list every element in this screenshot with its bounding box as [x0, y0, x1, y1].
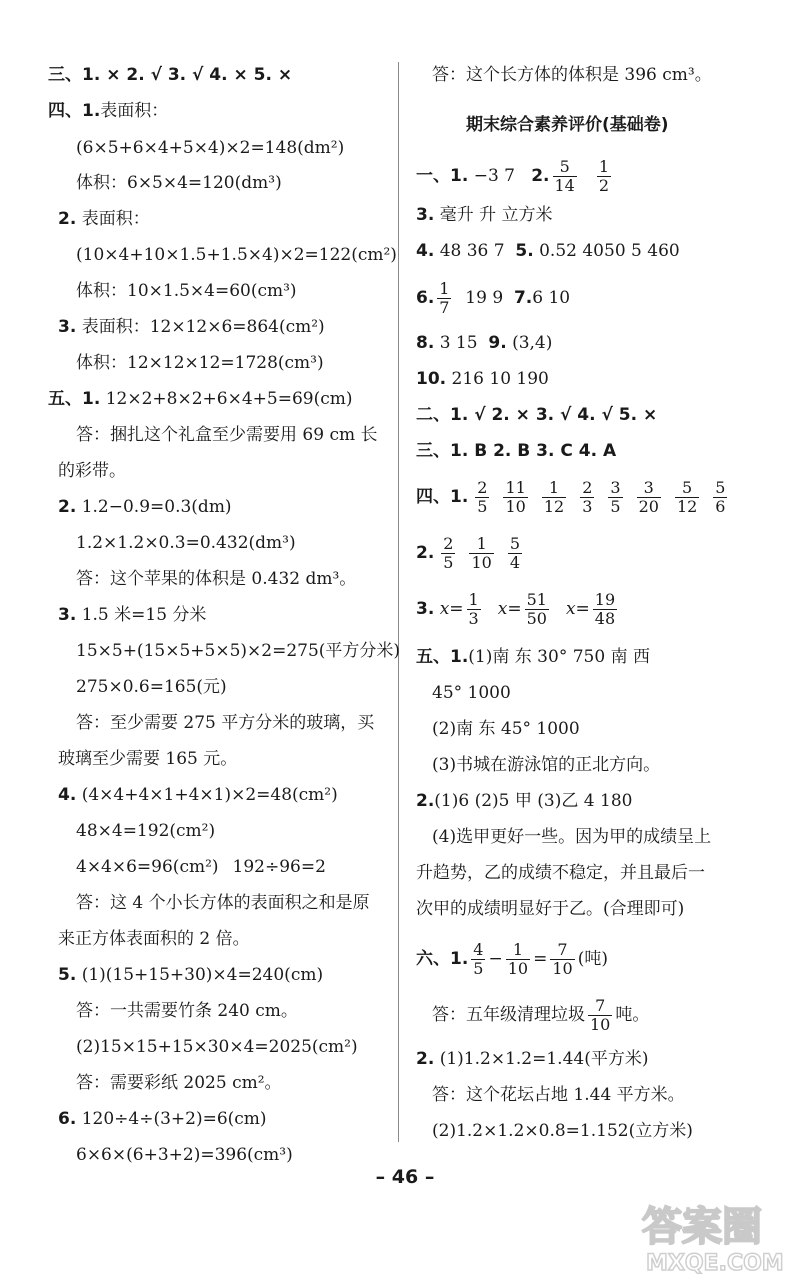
- fraction-numerator: 2: [443, 533, 454, 553]
- fraction: [542, 479, 566, 516]
- fraction-denominator: 10: [505, 496, 526, 516]
- answer-line: 的彩带。: [58, 461, 126, 481]
- fraction-denominator: 10: [471, 552, 492, 572]
- fraction-denominator: 6: [715, 496, 726, 516]
- fraction-numerator: 3: [610, 477, 621, 497]
- answer-line: 答：这个长方体的体积是 396 cm³。: [432, 65, 712, 85]
- fraction: $\frac{19}{48}$: [594, 589, 616, 628]
- question-5: 5. (1)(15+15+30)×4=240(cm): [58, 965, 324, 985]
- question-3: 3. 1.5 米=15 分米: [58, 605, 207, 625]
- fraction-denominator: 12: [543, 496, 565, 516]
- answer-line: 次甲的成绩明显好于乙。(合理即可): [416, 899, 685, 919]
- answer-line: 答：至少需要 275 平方分米的玻璃，买: [76, 713, 375, 733]
- answer-line: 答：这个花坛占地 1.44 平方米。: [432, 1085, 685, 1105]
- question-2: 2.(1)6 (2)5 甲 (3)乙 4 180: [416, 791, 633, 811]
- fraction-list: [468, 479, 734, 516]
- formula-line: 1.2×1.2×0.3=0.432(dm³): [76, 533, 296, 553]
- exam-title: 期末综合素养评价(基础卷): [466, 115, 669, 135]
- answer-line: 答：需要彩纸 2025 cm²。: [76, 1073, 282, 1093]
- fraction: $\frac{5}{14}$: [554, 156, 575, 195]
- section-3-answers: 三、1. × 2. √ 3. √ 4. × 5. ×: [48, 65, 293, 85]
- formula-line: 4×4×6=96(cm²) 192÷96=2: [76, 857, 326, 877]
- section-6-q1: 六、1. $\frac{4}{5}$ − $\frac{1}{10}$ = $\frac{7}{10}$ (吨): [416, 939, 608, 978]
- formula-line: (10×4+10×1.5+1.5×4)×2=122(cm²): [76, 245, 397, 265]
- answer-line: (2)南 东 45° 1000: [432, 719, 580, 739]
- formula-line: 体积：12×12×12=1728(cm³): [76, 353, 324, 373]
- question-6-7: 6. $\frac{1}{7}$ 19 9 7. 6 10: [416, 278, 571, 317]
- section-4-q3: 3. x= $\frac{1}{3}$ x= $\frac{51}{50}$ x= $\frac{19}{48}$: [416, 589, 616, 628]
- question-6: 6. 120÷4÷(3+2)=6(cm): [58, 1109, 267, 1129]
- answer-line: 答：五年级清理垃圾 $\frac{7}{10}$ 吨。: [432, 995, 650, 1034]
- fraction: [508, 535, 522, 572]
- column-divider: [398, 62, 399, 1142]
- fraction-denominator: 4: [509, 552, 521, 572]
- fraction: [441, 535, 455, 572]
- fraction: [637, 479, 661, 516]
- fraction: $\frac{1}{7}$: [439, 278, 450, 317]
- fraction-numerator: 1: [548, 477, 560, 497]
- fraction-denominator: 5: [443, 552, 454, 572]
- fraction: [503, 479, 527, 516]
- question-3: 3. 毫升 升 立方米: [416, 205, 553, 225]
- answer-line: 答：这个苹果的体积是 0.432 dm³。: [76, 569, 357, 589]
- section-1-q1-2: 一、1. −3 7 2. $\frac{5}{14}$ $\frac{1}{2}$: [416, 156, 610, 195]
- fraction-numerator: 5: [509, 533, 521, 553]
- fraction-numerator: 5: [682, 477, 693, 497]
- question-2: 2. (1)1.2×1.2=1.44(平方米): [416, 1049, 649, 1069]
- section-4-q2: 2. $\frac{2}{5}$ $\frac{1}{10}$ $\frac{5}{4}$: [416, 530, 529, 576]
- formula-line: (2)1.2×1.2×0.8=1.152(立方米): [432, 1121, 693, 1141]
- answer-line: (3)书城在游泳馆的正北方向。: [432, 755, 661, 775]
- fraction-numerator: 5: [715, 477, 726, 497]
- formula-line: 48×4=192(cm²): [76, 821, 216, 841]
- fraction-numerator: 1: [476, 533, 487, 553]
- fraction-numerator: 11: [505, 477, 526, 497]
- fraction: [475, 479, 489, 516]
- fraction: [675, 479, 699, 516]
- fraction: [608, 479, 622, 516]
- page-number: – 46 –: [375, 1166, 435, 1188]
- answer-line: 答：捆扎这个礼盒至少需要用 69 cm 长: [76, 425, 378, 445]
- section-5-q1: 五、1. 12×2+8×2+6×4+5=69(cm): [48, 389, 353, 409]
- fraction-numerator: 2: [477, 477, 488, 497]
- formula-line: 体积：10×1.5×4=60(cm³): [76, 281, 297, 301]
- answer-line: (4)选甲更好一些。因为甲的成绩呈上: [432, 827, 712, 847]
- fraction-denominator: 3: [582, 496, 593, 516]
- fraction: $\frac{7}{10}$: [590, 995, 611, 1034]
- fraction: [469, 535, 493, 572]
- section-2-answers: 二、1. √ 2. × 3. √ 4. √ 5. ×: [416, 405, 658, 425]
- question-2: 2. 表面积：: [58, 209, 150, 229]
- section-5-q1: 五、1.(1)南 东 30° 750 南 西: [416, 647, 650, 667]
- answer-line: 答：这 4 个小长方体的表面积之和是原: [76, 893, 370, 913]
- answer-line: 来正方体表面积的 2 倍。: [58, 929, 250, 949]
- section-4-q1: 四、1. $\frac{2}{5}$ $\frac{11}{10}$ $\frac{1}{12}$ $\frac{2}{3}$ $\frac{3}{5}$ $\frac{3}{20}$ $\frac{5}{12}$ $\frac{5}{6}$: [416, 474, 734, 520]
- answer-line: 升趋势，乙的成绩不稳定，并且最后一: [416, 863, 705, 883]
- fraction: $\frac{7}{10}$: [552, 939, 573, 978]
- formula-line: (6×5+6×4+5×4)×2=148(dm²): [76, 138, 345, 158]
- watermark-bottom-text: MXQE.COM: [646, 1251, 784, 1276]
- section-3-answers: 三、1. B 2. B 3. C 4. A: [416, 441, 617, 461]
- answer-line: 答：一共需要竹条 240 cm。: [76, 1001, 298, 1021]
- answer-line: 玻璃至少需要 165 元。: [58, 749, 238, 769]
- question-4-5: 4. 48 36 7 5. 0.52 4050 5 460: [416, 241, 680, 261]
- formula-line: 275×0.6=165(元): [76, 677, 227, 697]
- question-2: 2. 1.2−0.9=0.3(dm): [58, 497, 232, 517]
- question-3: 3. 表面积：12×12×6=864(cm²): [58, 317, 325, 337]
- formula-line: 15×5+(15×5+5×5)×2=275(平方分米): [76, 641, 401, 661]
- formula-line: (2)15×15+15×30×4=2025(cm²): [76, 1037, 358, 1057]
- fraction: $\frac{1}{3}$: [468, 589, 479, 628]
- question-8-9: 8. 3 15 9. (3,4): [416, 333, 553, 353]
- fraction-denominator: 5: [477, 496, 488, 516]
- question-4: 4. (4×4+4×1+4×1)×2=48(cm²): [58, 785, 338, 805]
- fraction: $\frac{4}{5}$: [473, 939, 484, 978]
- fraction-numerator: 2: [582, 477, 593, 497]
- fraction-list: [434, 535, 529, 572]
- section-4-q1: 四、1.表面积：: [48, 101, 169, 121]
- formula-line: 体积：6×5×4=120(dm³): [76, 173, 282, 193]
- fraction: [580, 479, 594, 516]
- watermark-logo: [636, 1192, 802, 1276]
- fraction-denominator: 5: [610, 496, 621, 516]
- fraction: $\frac{1}{2}$: [598, 156, 610, 195]
- fraction-numerator: 3: [643, 477, 654, 497]
- fraction: $\frac{1}{10}$: [507, 939, 529, 978]
- fraction-denominator: 20: [638, 496, 659, 516]
- question-10: 10. 216 10 190: [416, 369, 549, 389]
- answer-line: 45° 1000: [432, 683, 511, 703]
- formula-line: 6×6×(6+3+2)=396(cm³): [76, 1145, 293, 1165]
- fraction: [713, 479, 727, 516]
- watermark-top-text: 答案圈: [642, 1204, 762, 1250]
- fraction-denominator: 12: [676, 496, 698, 516]
- fraction: $\frac{51}{50}$: [526, 589, 547, 628]
